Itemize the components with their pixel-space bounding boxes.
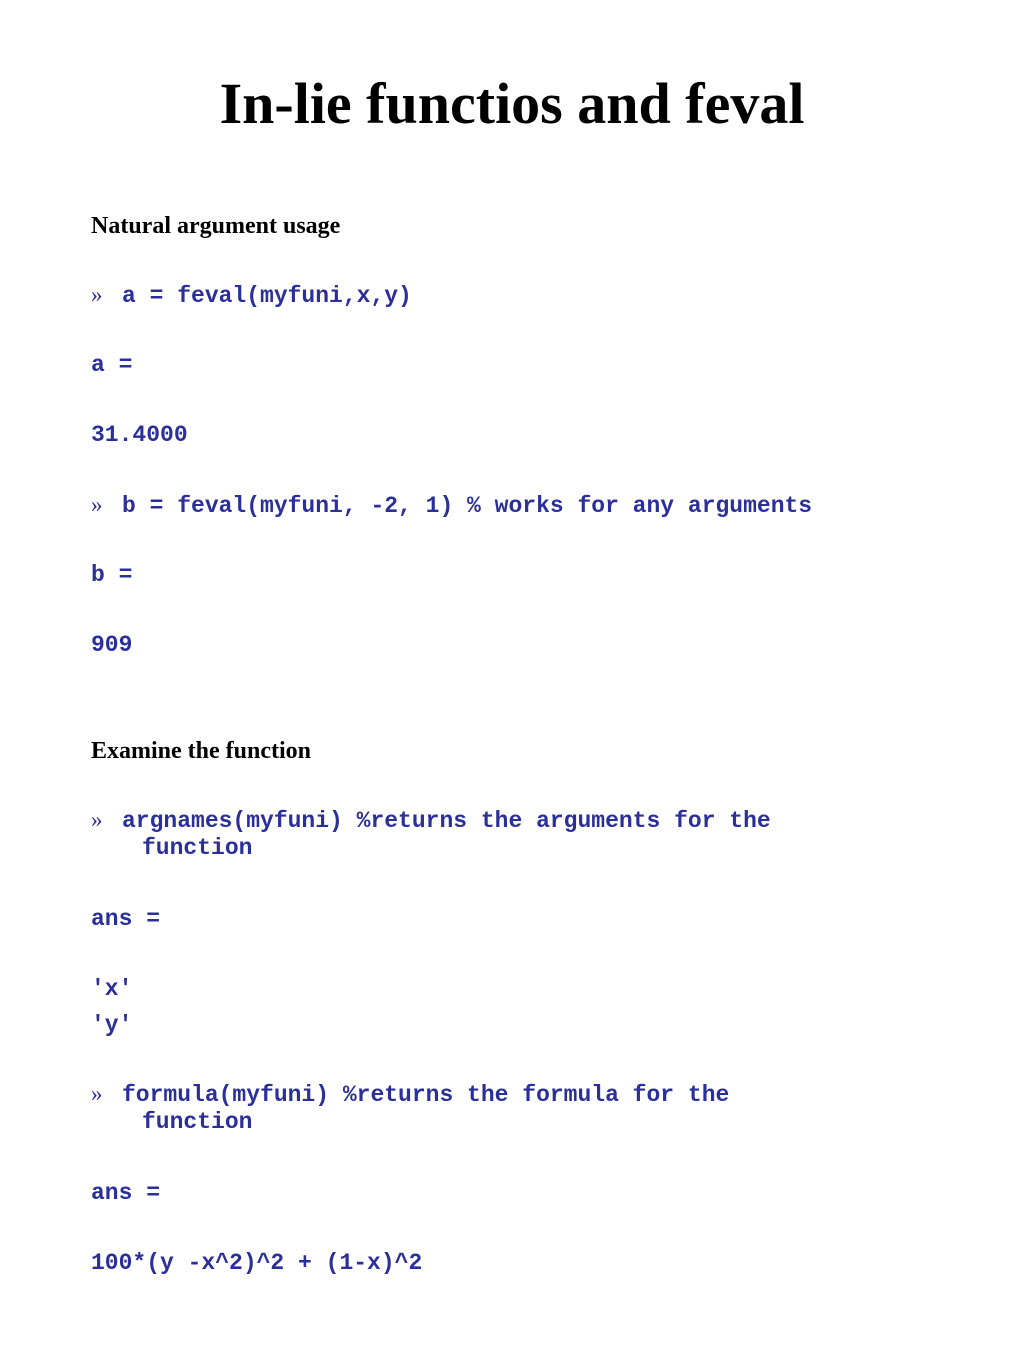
output-value-a: 31.4000 <box>91 422 188 448</box>
command-line-formula <box>91 1080 729 1109</box>
command-text: a = feval(myfuni,x,y) <box>122 283 412 309</box>
output-label-ans-formula: ans = <box>91 1180 161 1206</box>
command-continuation-formula: function <box>142 1109 253 1135</box>
command-continuation-argnames: function <box>142 835 253 861</box>
command-text: b = feval(myfuni, -2, 1) % works for any arguments <box>122 493 813 519</box>
output-label-a: a = <box>91 352 133 378</box>
output-value-arg-y: 'y' <box>91 1012 133 1038</box>
output-value-arg-x: 'x' <box>91 976 133 1002</box>
prompt-symbol: » <box>91 282 103 307</box>
output-label-b: b = <box>91 562 133 588</box>
slide-title: In-lie functios and feval <box>219 71 805 136</box>
command-text: argnames(myfuni) %returns the arguments for the <box>122 808 771 834</box>
output-label-ans-argnames: ans = <box>91 906 161 932</box>
prompt-symbol: » <box>91 492 103 517</box>
output-value-formula: 100*(y -x^2)^2 + (1-x)^2 <box>91 1250 423 1276</box>
command-line-feval-a <box>91 281 412 310</box>
section-heading-examine-function: Examine the function <box>91 738 312 764</box>
prompt-symbol: » <box>91 807 103 832</box>
output-value-b: 909 <box>91 632 133 658</box>
command-text: formula(myfuni) %returns the formula for the <box>122 1082 730 1108</box>
prompt-symbol: » <box>91 1081 103 1106</box>
section-heading-natural-usage: Natural argument usage <box>91 213 341 239</box>
command-line-feval-b <box>91 491 812 520</box>
command-line-argnames <box>91 806 771 835</box>
